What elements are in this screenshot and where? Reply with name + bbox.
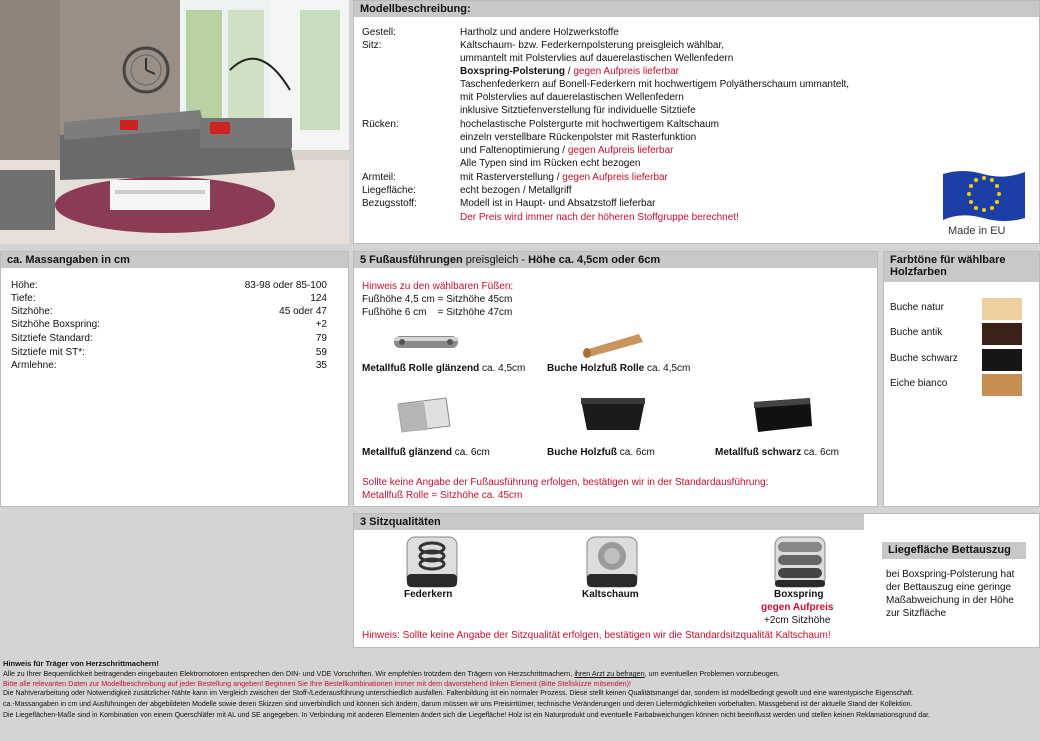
dimension-row: Tiefe: 124	[11, 293, 327, 304]
desc-text: mit Rasterverstellung /	[460, 172, 563, 183]
desc-text: mit Polstervlies auf dauerelastischen Wellenfedern	[460, 92, 684, 103]
sleeping-surface-title: Liegefläche Bettauszug	[882, 542, 1026, 559]
desc-text: einzeln verstellbare Rückenpolster mit Rasterfunktion	[460, 132, 697, 143]
boxspring-icon	[774, 536, 826, 591]
dimension-row: Sitzhöhe Boxspring: +2	[11, 319, 327, 330]
boxspring-label: Boxspring-Polsterung	[460, 66, 566, 77]
wood-colors-title: Farbtöne für wählbare Holzfarben	[884, 252, 1039, 282]
spring-core-icon	[406, 536, 458, 591]
wood-color-item: Buche schwarz	[890, 349, 1030, 373]
desc-text: ummantelt mit Polstervlies auf dauerelastischen Wellenfedern	[460, 53, 734, 64]
feet-height-line: Fußhöhe 6 cm = Sitzhöhe 47cm	[362, 307, 513, 318]
desc-text: und Faltenoptimierung /	[460, 145, 568, 156]
surcharge-note: gegen Aufpreis lieferbar	[573, 66, 679, 77]
dimension-row: Höhe: 83-98 oder 85-100	[11, 280, 327, 291]
desc-label: Armteil:	[362, 172, 396, 183]
boxspring-label: Boxspring	[774, 589, 824, 600]
color-swatch	[982, 349, 1022, 371]
seat-quality-panel	[353, 513, 1040, 648]
desc-text: inklusive Sitztiefenverstellung für individuelle Sitztiefe	[460, 105, 696, 116]
desc-text: hochelastische Polstergurte mit hochwertigem Kaltschaum	[460, 119, 720, 130]
metal-black-foot-image	[752, 396, 814, 439]
made-in-eu-label: Made in EU	[948, 225, 1006, 237]
feet-hint: Hinweis zu den wählbaren Füßen:	[362, 281, 514, 292]
seam-note: Die Nahtverarbeitung oder Notwendigkeit zusätzlicher Nähte kann im Vergleich zwischen der Stoff-/Lederausführung unterschiedlich ausfallen. Faltenbildung ist ein normaler Prozess. Diese stellt keinen Qualitätsmangel dar, sondern ist modellbedingt gewollt und eine warentypische Eigenschaft.	[3, 690, 914, 697]
desc-sep: /	[565, 66, 574, 77]
desc-text: echt bezogen / Metallgriff	[460, 185, 572, 196]
dimension-row: Sitztiefe Standard: 79	[11, 333, 327, 344]
foot-caption: Buche Holzfuß ca. 6cm	[547, 447, 655, 458]
boxspring-height-note: +2cm Sitzhöhe	[764, 615, 831, 626]
beech-roll-foot-image	[579, 328, 649, 361]
desc-label: Sitz:	[362, 40, 382, 51]
cold-foam-icon	[586, 536, 638, 591]
color-swatch	[982, 298, 1022, 320]
feet-height-line: Fußhöhe 4,5 cm = Sitzhöhe 45cm	[362, 294, 513, 305]
sleeping-surface-note: Die Liegeflächen-Maße sind in Kombination von einem Querschläfer mit AL und SE angegeben. In Verbindung mit anderen Elementen ändert sich die Liegefläche! Holz ist ein Naturprodukt und eventuelle Farbabweichungen können nicht beeinflusst werden und stellen keinen Reklamationsgrund dar.	[3, 712, 931, 719]
desc-text: Hartholz und andere Holzwerkstoffe	[460, 27, 619, 38]
model-description-title: Modellbeschreibung:	[354, 1, 1039, 17]
dimension-row: Sitzhöhe: 45 oder 47	[11, 306, 327, 317]
desc-text: Taschenfederkern auf Bonell-Federkern mit hochwertigem Polyätherschaum ummantelt,	[460, 79, 850, 90]
wood-colors-panel	[883, 251, 1040, 507]
desc-text: Modell ist in Haupt- und Absatzstoff lieferbar	[460, 198, 656, 209]
surcharge-note: gegen Aufpreis lieferbar	[562, 172, 668, 183]
sofa-photo	[0, 0, 349, 244]
pacemaker-title: Hinweis für Träger von Herzschrittmachern!	[3, 659, 159, 668]
desc-label: Bezugsstoff:	[362, 198, 417, 209]
feet-default-note: Sollte keine Angabe der Fußausführung erfolgen, bestätigen wir in der Standardausführung:	[362, 477, 769, 488]
feet-panel	[353, 251, 878, 507]
model-description-lines	[362, 26, 922, 236]
pacemaker-note: Alle zu Ihrer Bequemlichkeit beitragenden eingebauten Elektromotoren entsprechen den DIN- und VDE Vorschriften. Wir empfehlen trotzdem den Trägern von Herzschrittmachern, ihren Arzt zu befragen, um eventuellen Problemen vorzubeugen.	[3, 669, 780, 678]
foot-caption: Metallfuß Rolle glänzend ca. 4,5cm	[362, 363, 526, 374]
spring-core-label: Federkern	[404, 589, 453, 600]
foot-caption: Metallfuß schwarz ca. 6cm	[715, 447, 839, 458]
dimensions-panel	[0, 251, 349, 507]
foot-caption: Metallfuß glänzend ca. 6cm	[362, 447, 490, 458]
cold-foam-label: Kaltschaum	[582, 589, 639, 600]
feet-title: 5 Fußausführungen preisgleich - Höhe ca. 4,5cm oder 6cm	[354, 252, 877, 268]
metal-roll-foot-image	[392, 332, 462, 357]
price-note: Der Preis wird immer nach der höheren Stoffgruppe berechnet!	[460, 212, 739, 223]
color-swatch	[982, 374, 1022, 396]
desc-text: Alle Typen sind im Rücken echt bezogen	[460, 158, 641, 169]
sleeping-surface-text: bei Boxspring-Polsterung hat der Bettauszug eine geringe Maßabweichung in der Höhe zur Sitzfläche	[886, 569, 1015, 619]
desc-label: Rücken:	[362, 119, 399, 130]
boxspring-surcharge: gegen Aufpreis	[761, 602, 834, 613]
seat-quality-hint: Hinweis: Sollte keine Angabe der Sitzqualität erfolgen, bestätigen wir die Standardsitzqualität Kaltschaum!	[362, 630, 831, 641]
model-description-panel	[353, 0, 1040, 244]
metal-glossy-foot-image	[394, 394, 454, 439]
order-note: Bitte alle relevanten Daten zur Modellbeschreibung auf jeder Bestellung angeben! Beginnen Sie Ihre Bestellkombinationen immer mit dem davorstehend linken Element (Bitte Stellskizze mitsenden)!	[3, 679, 632, 688]
seat-quality-title: 3 Sitzqualitäten	[354, 514, 864, 530]
sleeping-surface-box	[882, 542, 1028, 637]
dimension-row: Armlehne: 35	[11, 360, 327, 371]
beech-foot-image	[579, 396, 649, 439]
eu-flag-icon	[939, 166, 1029, 226]
desc-text: Kaltschaum- bzw. Federkernpolsterung preisgleich wählbar,	[460, 40, 725, 51]
dimension-row: Sitztiefe mit ST*: 59	[11, 347, 327, 358]
footer-notes	[0, 656, 1040, 741]
dimensions-note: ca.-Massangaben in cm und Ausführungen der abgebildeten Modelle sowie deren Skizzen sind unverbindlich und können sich ändern, darum müssen wir uns Preisirrtümer, technische Veränderungen und deren Liefermöglichkeiten vorbehalten. Massgebend ist der aktuelle Stand der Kollektion.	[3, 701, 913, 708]
desc-label: Gestell:	[362, 27, 396, 38]
wood-color-item: Buche antik	[890, 323, 1030, 347]
desc-label: Liegefläche:	[362, 185, 416, 196]
wood-color-item: Eiche bianco	[890, 374, 1030, 398]
feet-default-note: Metallfuß Rolle = Sitzhöhe ca. 45cm	[362, 490, 523, 501]
wood-color-item: Buche natur	[890, 298, 1030, 322]
surcharge-note: gegen Aufpreis lieferbar	[567, 145, 674, 156]
foot-caption: Buche Holzfuß Rolle ca. 4,5cm	[547, 363, 691, 374]
dimensions-title: ca. Massangaben in cm	[1, 252, 348, 268]
color-swatch	[982, 323, 1022, 345]
